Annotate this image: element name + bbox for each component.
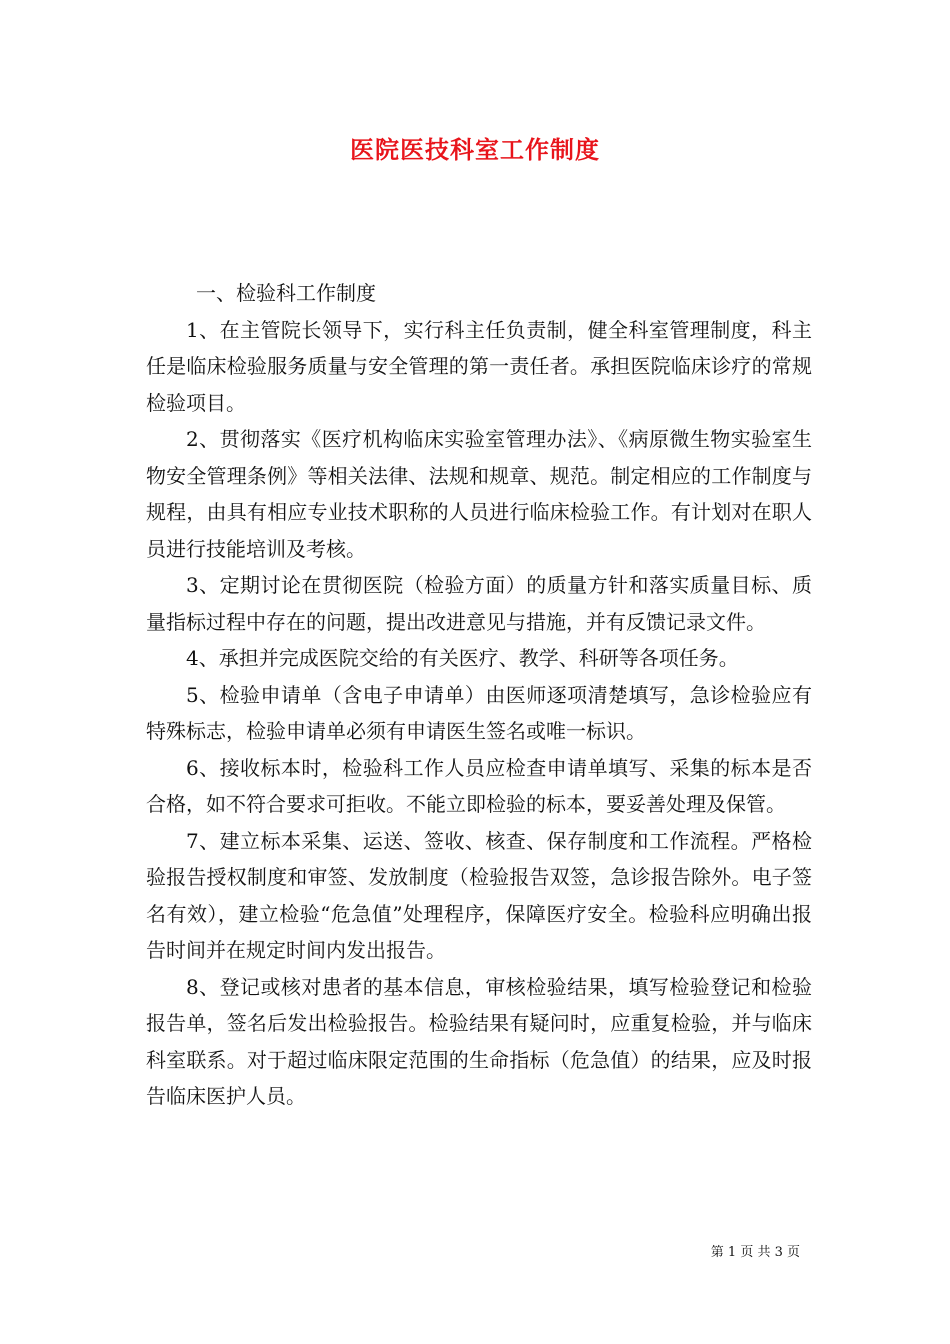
paragraph-8: 8、登记或核对患者的基本信息，审核检验结果，填写检验登记和检验报告单，签名后发出检验报告。检验结果有疑问时，应重复检验，并与临床科室联系。对于超过临床限定范围的生命指标（危急值）的结果，应及时报告临床医护人员。 <box>146 974 812 1108</box>
paragraph-7: 7、建立标本采集、运送、签收、核查、保存制度和工作流程。严格检验报告授权制度和审签、发放制度（检验报告双签，急诊报告除外。电子签名有效），建立检验“危急值”处理程序，保障医疗安全。检验科应明确出报告时间并在规定时间内发出报告。 <box>146 828 812 962</box>
document-title: 医院医技科室工作制度 <box>350 135 600 164</box>
page-number-footer: 第 1 页 共 3 页 <box>710 1245 800 1260</box>
section-heading: 一、检验科工作制度 <box>196 281 376 305</box>
paragraph-2: 2、贯彻落实《医疗机构临床实验室管理办法》、《病原微生物实验室生物安全管理条例》等相关法律、法规和规章、规范。制定相应的工作制度与规程，由具有相应专业技术职称的人员进行临床检验工作。有计划对在职人员进行技能培训及考核。 <box>146 427 812 561</box>
paragraph-3: 3、定期讨论在贯彻医院（检验方面）的质量方针和落实质量目标、质量指标过程中存在的问题，提出改进意见与措施，并有反馈记录文件。 <box>146 573 812 634</box>
document-body <box>146 275 812 1115</box>
paragraph-4: 4、承担并完成医院交给的有关医疗、教学、科研等各项任务。 <box>186 646 739 670</box>
paragraph-1: 1、在主管院长领导下，实行科主任负责制，健全科室管理制度，科主任是临床检验服务质量与安全管理的第一责任者。承担医院临床诊疗的常规检验项目。 <box>146 317 812 415</box>
paragraph-5: 5、检验申请单（含电子申请单）由医师逐项清楚填写，急诊检验应有特殊标志，检验申请单必须有申请医生签名或唯一标识。 <box>146 682 812 743</box>
paragraph-6: 6、接收标本时，检验科工作人员应检查申请单填写、采集的标本是否合格，如不符合要求可拒收。不能立即检验的标本，要妥善处理及保管。 <box>146 755 812 816</box>
